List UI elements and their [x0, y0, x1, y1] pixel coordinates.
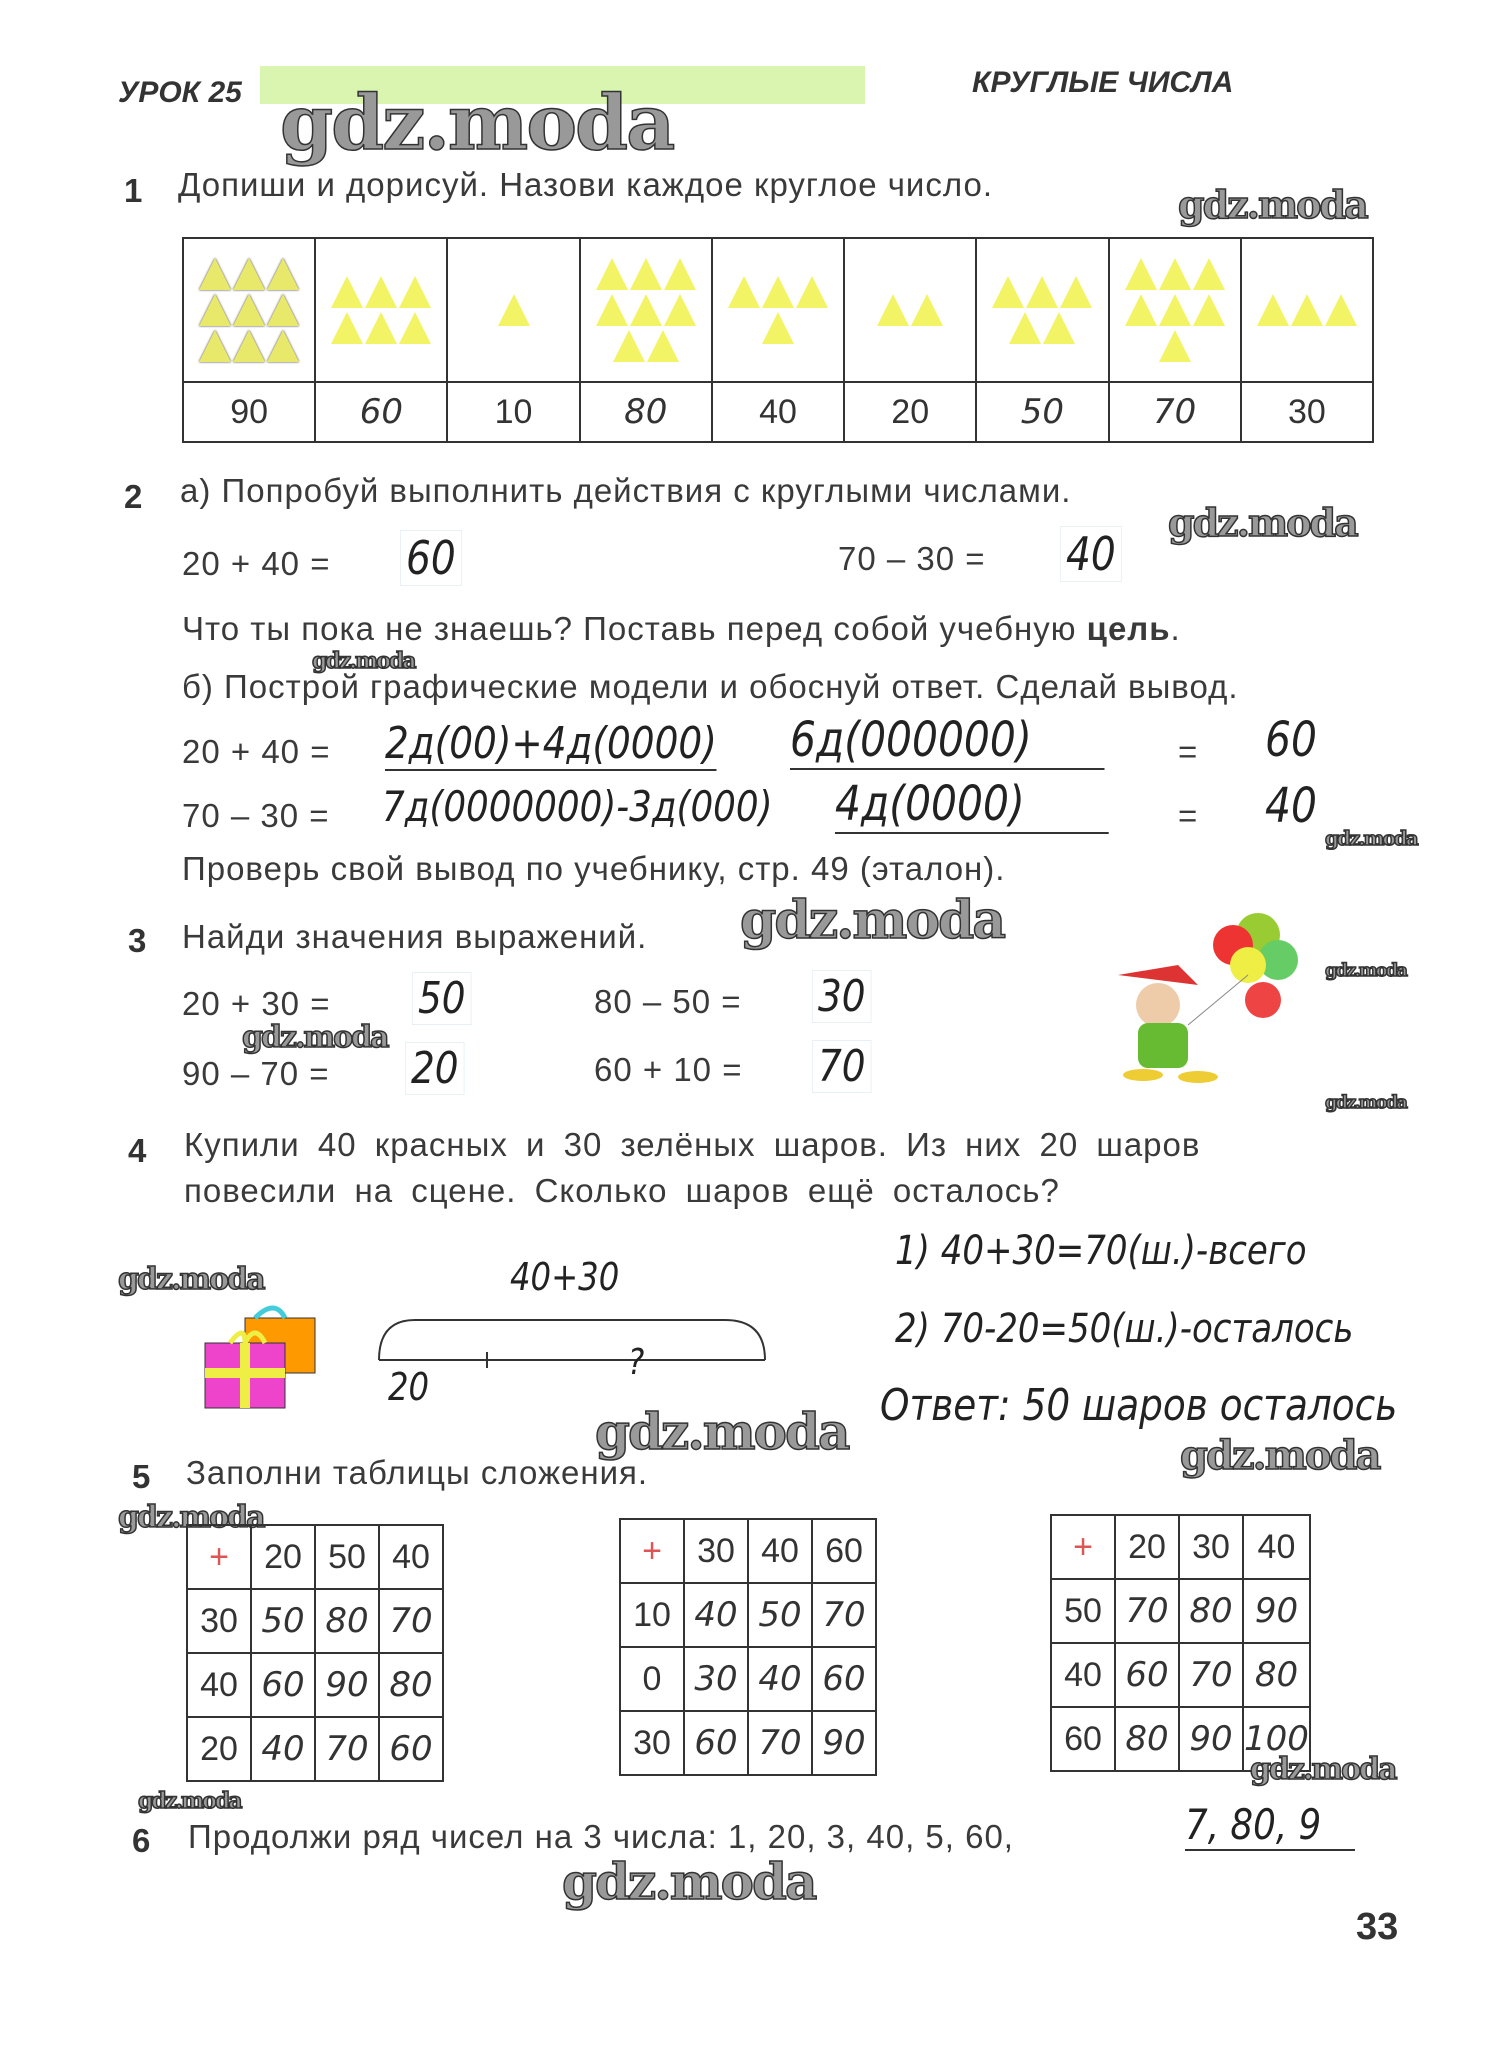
header-cell: 30	[1179, 1515, 1243, 1579]
goal-text: Что ты пока не знаешь? Поставь перед собой учебную	[182, 610, 1087, 647]
triangle-icon	[762, 312, 794, 344]
triangle-icon	[1159, 258, 1191, 290]
triangle-cell	[447, 238, 579, 382]
triangle-icon	[267, 294, 299, 326]
table-cell[interactable]: 40	[684, 1583, 748, 1647]
topic-label: КРУГЛЫЕ ЧИСЛА	[972, 66, 1234, 99]
task2-ex2: 70 – 30 =	[838, 540, 986, 577]
triangle-icon	[1009, 312, 1041, 344]
table-row	[620, 1583, 876, 1647]
table-row	[1051, 1643, 1310, 1707]
watermark: gdz.moda	[138, 1788, 241, 1814]
watermark: gdz.moda	[312, 648, 415, 674]
triangle-icon	[365, 312, 397, 344]
table-row	[187, 1717, 443, 1781]
triangle-icon	[728, 276, 760, 308]
table-cell[interactable]: 40	[748, 1647, 812, 1711]
task2-number: 2	[124, 478, 143, 515]
table-cell: 50	[1051, 1579, 1115, 1643]
table-cell[interactable]: 70	[1115, 1579, 1179, 1643]
table-cell[interactable]: 90	[1179, 1707, 1243, 1771]
table-cell[interactable]: 60	[251, 1653, 315, 1717]
number-cell: 90	[183, 382, 315, 442]
number-cell: 30	[1241, 382, 1373, 442]
table-cell[interactable]: 30	[684, 1647, 748, 1711]
task3-answer-2[interactable]: 30	[812, 970, 872, 1023]
triangle-icon	[399, 276, 431, 308]
table-cell[interactable]: 90	[315, 1653, 379, 1717]
task3-expr-2: 80 – 50 =	[594, 983, 742, 1020]
diagram-right-label: ?	[628, 1342, 645, 1383]
task2-m1-model[interactable]: 2д(00)+4д(0000)	[385, 718, 717, 769]
solution-step-1[interactable]: 1) 40+30=70(ш.)-всего	[895, 1228, 1307, 1274]
number-cell: 10	[447, 382, 579, 442]
round-numbers-table	[182, 237, 1374, 443]
plus-icon: +	[1051, 1515, 1115, 1579]
solution-step-2[interactable]: 2) 70-20=50(ш.)-осталось	[895, 1306, 1354, 1352]
task3-answer-3[interactable]: 20	[405, 1042, 465, 1095]
table-cell: 0	[620, 1647, 684, 1711]
table-cell: 20	[187, 1717, 251, 1781]
addition-table-3	[1050, 1514, 1311, 1772]
triangle-icon	[399, 312, 431, 344]
triangle-icon	[796, 276, 828, 308]
triangle-icon	[331, 312, 363, 344]
watermark: gdz.moda	[1250, 1752, 1396, 1787]
table-cell: 40	[187, 1653, 251, 1717]
triangle-icon	[365, 276, 397, 308]
table-cell[interactable]: 80	[1243, 1643, 1310, 1707]
triangle-icon	[1159, 294, 1191, 326]
header-cell: 60	[812, 1519, 876, 1583]
watermark: gdz.moda	[1325, 1092, 1406, 1113]
triangle-icon	[877, 294, 909, 326]
table-row	[620, 1647, 876, 1711]
triangle-icon	[1291, 294, 1323, 326]
plus-icon: +	[187, 1525, 251, 1589]
header-cell: 40	[379, 1525, 443, 1589]
table-cell[interactable]: 60	[684, 1711, 748, 1775]
table-row	[620, 1711, 876, 1775]
triangle-icon	[267, 330, 299, 362]
table-cell[interactable]: 60	[1115, 1643, 1179, 1707]
task4-line1: Купили 40 красных и 30 зелёных шаров. Из них 20 шаров	[184, 1126, 1201, 1163]
table-cell[interactable]: 80	[315, 1589, 379, 1653]
triangle-icon	[596, 258, 628, 290]
table-row	[187, 1589, 443, 1653]
triangle-icon	[233, 294, 265, 326]
watermark: gdz.moda	[242, 1020, 388, 1055]
triangle-icon	[630, 294, 662, 326]
triangle-icon	[1159, 330, 1191, 362]
table-cell[interactable]: 80	[379, 1653, 443, 1717]
table-cell: 30	[187, 1589, 251, 1653]
diagram-left-label: 20	[388, 1365, 430, 1409]
triangle-icon	[1325, 294, 1357, 326]
table-cell[interactable]: 80	[1179, 1579, 1243, 1643]
task2-eq2: =	[1178, 797, 1199, 834]
task4-line2: повесили на сцене. Сколько шаров ещё осталось?	[184, 1172, 1060, 1209]
task2-ex1: 20 + 40 =	[182, 545, 331, 582]
watermark: gdz.moda	[740, 890, 1005, 951]
table-cell[interactable]: 100	[1243, 1707, 1310, 1771]
task2-m1-expr: 20 + 40 =	[182, 733, 331, 770]
triangle-icon	[1125, 258, 1157, 290]
task2-m2-model[interactable]: 7д(0000000)-3д(000)	[382, 782, 773, 831]
triangle-icon	[199, 294, 231, 326]
triangle-icon	[1060, 276, 1092, 308]
header-cell: 30	[684, 1519, 748, 1583]
table-cell: 10	[620, 1583, 684, 1647]
triangle-icon	[992, 276, 1024, 308]
plus-icon: +	[620, 1519, 684, 1583]
number-cell[interactable]: 60	[315, 382, 447, 442]
task2-check-text: Проверь свой вывод по учебнику, стр. 49 (эталон).	[182, 850, 1006, 887]
table-cell[interactable]: 70	[1179, 1643, 1243, 1707]
solution-answer[interactable]: Ответ: 50 шаров осталось	[880, 1380, 1398, 1431]
task2-m1-result[interactable]: 6д(000000)	[790, 712, 1105, 770]
task5-text: Заполни таблицы сложения.	[186, 1454, 649, 1491]
number-cell[interactable]: 50	[976, 382, 1108, 442]
goal-bold: цель	[1086, 610, 1171, 647]
header-cell: 20	[251, 1525, 315, 1589]
triangle-icon	[1257, 294, 1289, 326]
number-cell: 40	[712, 382, 844, 442]
triangle-cell	[183, 238, 315, 382]
table-row	[187, 1653, 443, 1717]
triangle-icon	[331, 276, 363, 308]
watermark: gdz.moda	[1180, 1432, 1380, 1479]
task2-m2-result[interactable]: 4д(0000)	[835, 776, 1109, 834]
task2-goal-text: Что ты пока не знаешь? Поставь перед собой учебную цель.	[182, 610, 1181, 647]
task2-m1-answer[interactable]: 60	[1265, 712, 1317, 768]
table-cell[interactable]: 70	[379, 1589, 443, 1653]
triangle-icon	[1026, 276, 1058, 308]
task6-answer[interactable]: 7, 80, 9	[1185, 1800, 1355, 1851]
triangle-cell	[580, 238, 712, 382]
table-cell[interactable]: 70	[812, 1583, 876, 1647]
triangle-icon	[1125, 294, 1157, 326]
header-cell: 40	[748, 1519, 812, 1583]
task2-m2-expr: 70 – 30 =	[182, 797, 330, 834]
table-cell[interactable]: 60	[379, 1717, 443, 1781]
task2-eq1: =	[1178, 733, 1199, 770]
triangle-icon	[233, 258, 265, 290]
table-cell[interactable]: 70	[315, 1717, 379, 1781]
task2-ans1[interactable]: 60	[400, 530, 462, 586]
header-cell: 50	[315, 1525, 379, 1589]
task1-text: Допиши и дорисуй. Назови каждое круглое число.	[178, 166, 994, 203]
triangle-icon	[596, 294, 628, 326]
number-cell[interactable]: 80	[580, 382, 712, 442]
triangle-icon	[267, 258, 299, 290]
gnome-with-balloons-illustration	[1098, 905, 1328, 1095]
table-cell[interactable]: 60	[812, 1647, 876, 1711]
triangle-icon	[199, 330, 231, 362]
table-cell[interactable]: 50	[748, 1583, 812, 1647]
triangle-cell	[1109, 238, 1241, 382]
triangle-cell	[315, 238, 447, 382]
task4-number: 4	[128, 1132, 147, 1169]
page-number: 33	[1356, 1906, 1399, 1948]
addition-table-2	[619, 1518, 877, 1776]
watermark: gdz.moda	[1325, 960, 1406, 981]
table-cell[interactable]: 90	[1243, 1579, 1310, 1643]
triangle-icon	[199, 258, 231, 290]
watermark: gdz.moda	[595, 1402, 849, 1461]
task2-a-text: а) Попробуй выполнить действия с круглыми числами.	[180, 472, 1072, 509]
triangle-icon	[613, 330, 645, 362]
triangle-icon	[1043, 312, 1075, 344]
triangle-cell	[712, 238, 844, 382]
task2-b-text: б) Построй графические модели и обоснуй ответ. Сделай вывод.	[182, 668, 1239, 705]
task5-number: 5	[132, 1458, 151, 1495]
watermark: gdz.moda	[1168, 500, 1357, 545]
table-cell[interactable]: 40	[251, 1717, 315, 1781]
header-cell: 20	[1115, 1515, 1179, 1579]
watermark: gdz.moda	[562, 1852, 816, 1911]
triangle-icon	[911, 294, 943, 326]
task3-expr-4: 60 + 10 =	[594, 1051, 743, 1088]
watermark: gdz.moda	[1178, 182, 1367, 227]
lesson-label: УРОК 25	[118, 76, 242, 109]
task6-number: 6	[132, 1822, 151, 1859]
task6-text: Продолжи ряд чисел на 3 числа: 1, 20, 3, 40, 5, 60,	[188, 1818, 1014, 1855]
triangle-cell	[976, 238, 1108, 382]
addition-table-1	[186, 1524, 444, 1782]
diagram-top-label: 40+30	[510, 1255, 620, 1299]
task2-m2-answer[interactable]: 40	[1265, 778, 1317, 834]
triangle-icon	[498, 294, 530, 326]
task3-text: Найди значения выражений.	[182, 918, 648, 955]
triangle-icon	[1193, 258, 1225, 290]
triangle-icon	[664, 258, 696, 290]
triangle-icon	[664, 294, 696, 326]
watermark: gdz.moda	[118, 1500, 264, 1535]
number-cell[interactable]: 70	[1109, 382, 1241, 442]
table-cell[interactable]: 80	[1115, 1707, 1179, 1771]
table-cell: 60	[1051, 1707, 1115, 1771]
gift-boxes-illustration	[185, 1298, 335, 1418]
task3-expr-1: 20 + 30 =	[182, 985, 331, 1022]
segment-diagram	[375, 1310, 775, 1370]
table-cell[interactable]: 50	[251, 1589, 315, 1653]
table-cell: 30	[620, 1711, 684, 1775]
triangle-icon	[647, 330, 679, 362]
task3-number: 3	[128, 922, 147, 959]
triangle-icon	[630, 258, 662, 290]
number-cell: 20	[844, 382, 976, 442]
task1-number: 1	[124, 172, 143, 209]
table-row	[1051, 1579, 1310, 1643]
watermark: gdz.moda	[1325, 826, 1417, 850]
triangle-icon	[762, 276, 794, 308]
task3-answer-1[interactable]: 50	[412, 972, 472, 1025]
task3-expr-3: 90 – 70 =	[182, 1055, 330, 1092]
triangle-icon	[1193, 294, 1225, 326]
triangle-cell	[1241, 238, 1373, 382]
task2-ans2[interactable]: 40	[1060, 526, 1122, 582]
watermark: gdz.moda	[280, 78, 674, 167]
table-cell[interactable]: 70	[748, 1711, 812, 1775]
table-cell[interactable]: 90	[812, 1711, 876, 1775]
watermark: gdz.moda	[118, 1262, 264, 1297]
table-cell: 40	[1051, 1643, 1115, 1707]
task3-answer-4[interactable]: 70	[812, 1040, 872, 1093]
triangle-cell	[844, 238, 976, 382]
triangle-icon	[233, 330, 265, 362]
header-cell: 40	[1243, 1515, 1310, 1579]
